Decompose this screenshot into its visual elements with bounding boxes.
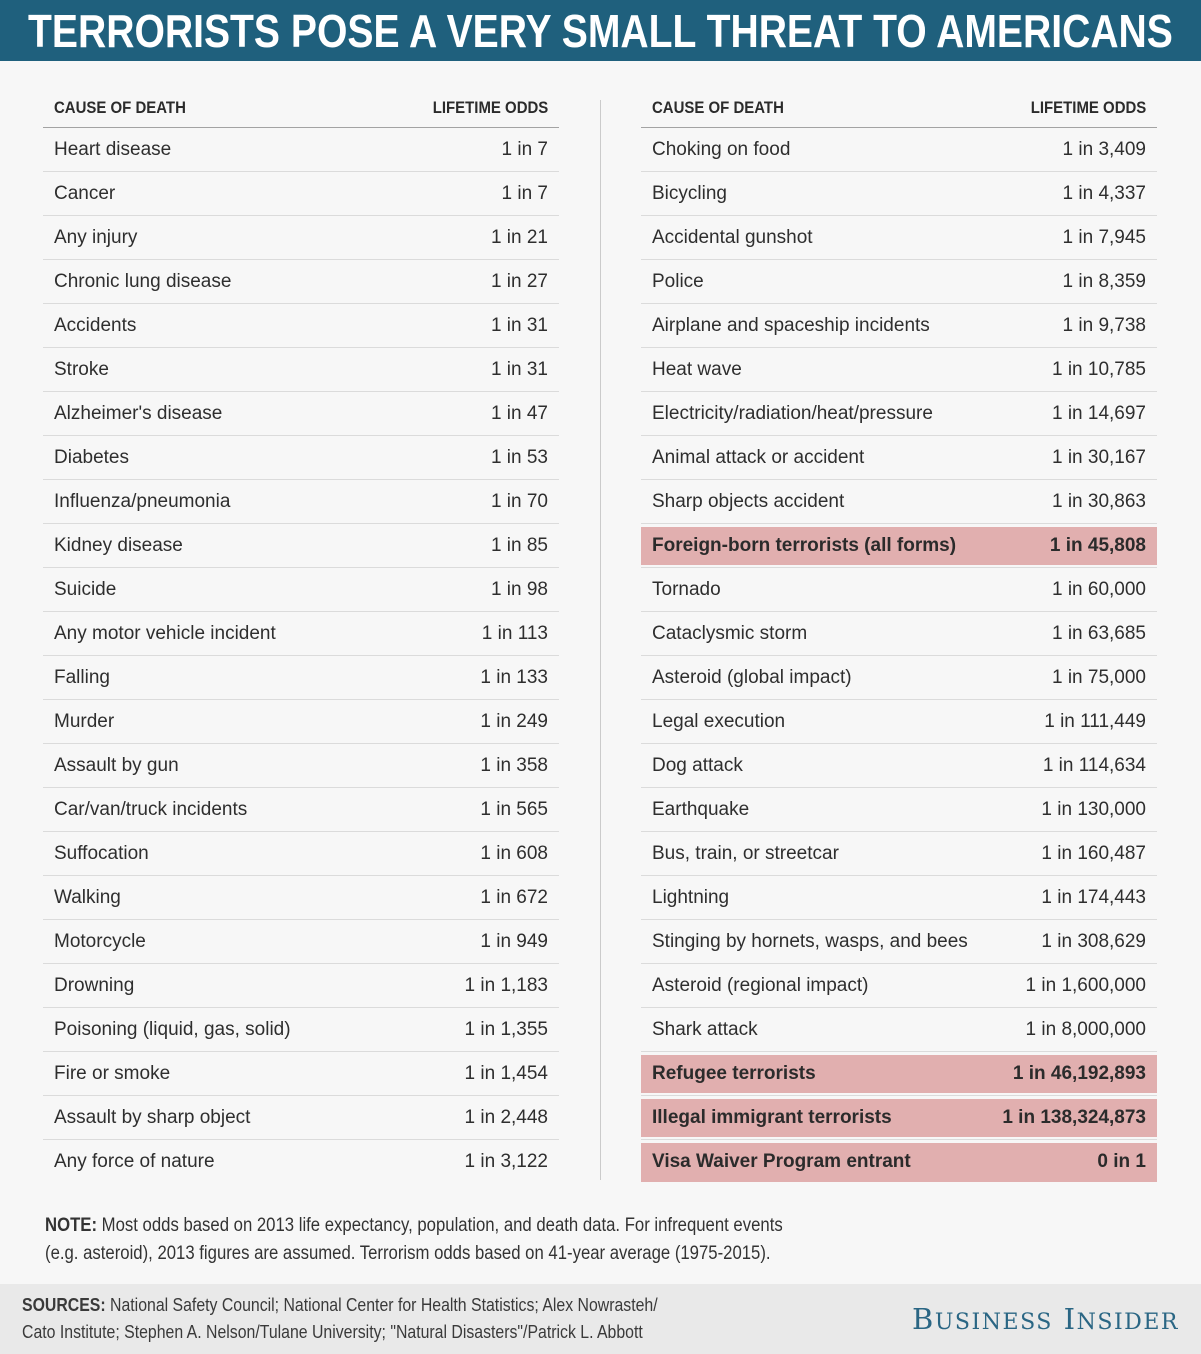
table-row (43, 172, 559, 216)
note-line-2: (e.g. asteroid), 2013 figures are assumed. Terrorism odds based on 41-year average (1975-2015). (45, 1243, 771, 1264)
cause-cell: Asteroid (regional impact) (652, 974, 869, 996)
cause-cell: Shark attack (652, 1018, 758, 1040)
odds-cell: 1 in 1,183 (464, 974, 548, 996)
odds-cell: 1 in 565 (480, 798, 548, 820)
table-row (43, 480, 559, 524)
cause-cell: Walking (54, 886, 121, 908)
table-row (43, 348, 559, 392)
table-gap (559, 61, 641, 1184)
cause-cell: Influenza/pneumonia (54, 490, 231, 512)
logo-word: BUSINESS (912, 1302, 1053, 1336)
table-row (43, 656, 559, 700)
cause-cell: Car/van/truck incidents (54, 798, 248, 820)
table-row (641, 964, 1157, 1008)
cause-cell: Diabetes (54, 446, 129, 468)
sources-label: SOURCES: (22, 1295, 106, 1315)
table-row (641, 744, 1157, 788)
table-row (43, 260, 559, 304)
cause-cell: Kidney disease (54, 534, 183, 556)
right-table-header (641, 61, 1157, 128)
table-row (43, 612, 559, 656)
odds-cell: 1 in 63,685 (1051, 622, 1146, 644)
cause-cell: Lightning (652, 886, 730, 908)
odds-cell: 1 in 130,000 (1041, 798, 1146, 820)
cause-cell: Cancer (54, 182, 116, 204)
table-row (641, 392, 1157, 436)
cause-cell: Murder (54, 710, 115, 732)
sources-text (22, 1292, 691, 1346)
odds-cell: 1 in 7 (501, 182, 548, 204)
cause-cell: Stroke (54, 358, 109, 380)
sources-line-1: National Safety Council; National Center for Health Statistics; Alex Nowrasteh/ (110, 1295, 658, 1315)
note-line-1: Most odds based on 2013 life expectancy, population, and death data. For infrequent events (101, 1215, 783, 1236)
cause-cell: Any injury (54, 226, 138, 248)
odds-cell: 1 in 45,808 (1049, 534, 1146, 556)
sources-line-2: Cato Institute; Stephen A. Nelson/Tulane University; "Natural Disasters"/Patrick L. Abbott (22, 1322, 643, 1342)
table-row (641, 700, 1157, 744)
table-row (43, 832, 559, 876)
cause-cell: Visa Waiver Program entrant (652, 1151, 911, 1172)
odds-cell: 1 in 30,167 (1051, 446, 1146, 468)
table-row (641, 568, 1157, 612)
logo-word: INSIDER (1063, 1302, 1179, 1336)
cause-cell: Heat wave (652, 358, 742, 380)
title-bar (0, 0, 1201, 61)
cause-cell: Bus, train, or streetcar (652, 842, 839, 864)
table-row (641, 436, 1157, 480)
tables-area (0, 61, 1201, 1184)
odds-cell: 1 in 9,738 (1062, 314, 1146, 336)
cause-cell: Suicide (54, 578, 117, 600)
odds-cell: 1 in 358 (480, 754, 548, 776)
cause-cell: Suffocation (54, 842, 149, 864)
odds-cell: 1 in 31 (490, 358, 548, 380)
cause-cell: Assault by gun (54, 754, 179, 776)
cause-cell: Accidental gunshot (652, 226, 813, 248)
table-row-highlighted (641, 524, 1157, 568)
odds-cell: 1 in 47 (490, 402, 548, 424)
odds-cell: 1 in 14,697 (1051, 402, 1146, 424)
table-row (43, 392, 559, 436)
cause-cell: Asteroid (global impact) (652, 666, 852, 688)
table-row (641, 1008, 1157, 1052)
cause-cell: Electricity/radiation/heat/pressure (652, 402, 933, 424)
table-row (43, 744, 559, 788)
table-row (43, 568, 559, 612)
table-row (641, 656, 1157, 700)
cause-cell: Legal execution (652, 710, 786, 732)
table-row (641, 480, 1157, 524)
odds-cell: 1 in 113 (481, 622, 548, 644)
table-row (43, 1096, 559, 1140)
odds-cell: 1 in 53 (490, 446, 548, 468)
cause-cell: Assault by sharp object (54, 1106, 251, 1128)
odds-cell: 1 in 1,355 (464, 1018, 548, 1040)
cause-cell: Chronic lung disease (54, 270, 232, 292)
odds-cell: 1 in 8,000,000 (1025, 1018, 1146, 1040)
odds-cell: 1 in 949 (480, 930, 548, 952)
table-row (641, 216, 1157, 260)
odds-cell: 1 in 138,324,873 (1002, 1106, 1146, 1128)
right-table-body (641, 128, 1157, 1184)
cause-cell: Motorcycle (54, 930, 146, 952)
page-title: TERRORISTS POSE A VERY SMALL THREAT TO AMERICANS (28, 4, 1173, 57)
right-table (641, 61, 1157, 1184)
cause-cell: Alzheimer's disease (54, 402, 223, 424)
cause-cell: Any motor vehicle incident (54, 622, 276, 644)
table-row (43, 964, 559, 1008)
odds-cell: 1 in 60,000 (1051, 578, 1146, 600)
odds-cell: 1 in 4,337 (1062, 182, 1146, 204)
odds-cell: 1 in 133 (480, 666, 548, 688)
cause-cell: Bicycling (652, 182, 727, 204)
odds-cell: 1 in 160,487 (1041, 842, 1146, 864)
table-row (641, 832, 1157, 876)
table-row (641, 260, 1157, 304)
table-row (641, 128, 1157, 172)
table-row (641, 788, 1157, 832)
odds-cell: 1 in 21 (490, 226, 548, 248)
table-row (43, 436, 559, 480)
cause-cell: Dog attack (652, 754, 743, 776)
table-row (43, 216, 559, 260)
table-row-highlighted (641, 1140, 1157, 1184)
odds-cell: 1 in 46,192,893 (1012, 1062, 1146, 1084)
cause-cell: Police (652, 270, 704, 292)
odds-cell: 1 in 85 (490, 534, 548, 556)
odds-cell: 1 in 27 (490, 270, 548, 292)
cause-cell: Tornado (652, 578, 721, 600)
table-row (641, 920, 1157, 964)
column-header-odds: LIFETIME ODDS (1030, 98, 1146, 117)
cause-cell: Stinging by hornets, wasps, and bees (652, 930, 968, 952)
cause-cell: Falling (54, 666, 110, 688)
business-insider-logo (912, 1302, 1179, 1336)
table-row (43, 128, 559, 172)
cause-cell: Drowning (54, 974, 135, 996)
cause-cell: Animal attack or accident (652, 446, 865, 468)
note-label: NOTE: (45, 1215, 98, 1236)
odds-cell: 0 in 1 (1097, 1151, 1146, 1172)
left-table-body (43, 128, 559, 1184)
cause-cell: Sharp objects accident (652, 490, 845, 512)
odds-cell: 1 in 8,359 (1062, 270, 1146, 292)
cause-cell: Any force of nature (54, 1151, 215, 1172)
table-row (43, 304, 559, 348)
odds-cell: 1 in 3,409 (1062, 138, 1146, 160)
cause-cell: Poisoning (liquid, gas, solid) (54, 1018, 291, 1040)
left-table-header (43, 61, 559, 128)
note-text (45, 1212, 890, 1268)
odds-cell: 1 in 114,634 (1042, 754, 1146, 776)
odds-cell: 1 in 2,448 (464, 1106, 548, 1128)
table-row (43, 524, 559, 568)
cause-cell: Refugee terrorists (652, 1062, 816, 1084)
odds-cell: 1 in 3,122 (464, 1151, 548, 1172)
table-row (43, 876, 559, 920)
column-header-cause: CAUSE OF DEATH (54, 98, 186, 117)
cause-cell: Cataclysmic storm (652, 622, 808, 644)
footer (0, 1284, 1201, 1354)
table-row (43, 700, 559, 744)
cause-cell: Illegal immigrant terrorists (652, 1106, 892, 1128)
cause-cell: Airplane and spaceship incidents (652, 314, 930, 336)
odds-cell: 1 in 7 (501, 138, 548, 160)
odds-cell: 1 in 98 (490, 578, 548, 600)
cause-cell: Earthquake (652, 798, 750, 820)
cause-cell: Foreign-born terrorists (all forms) (652, 534, 957, 556)
table-row (641, 612, 1157, 656)
odds-cell: 1 in 1,454 (464, 1062, 548, 1084)
table-row (641, 348, 1157, 392)
column-header-cause: CAUSE OF DEATH (652, 98, 784, 117)
table-row (43, 1140, 559, 1184)
table-row (43, 1008, 559, 1052)
cause-cell: Accidents (54, 314, 137, 336)
odds-cell: 1 in 75,000 (1051, 666, 1146, 688)
table-row (641, 172, 1157, 216)
odds-cell: 1 in 308,629 (1041, 930, 1146, 952)
table-row (43, 920, 559, 964)
cause-cell: Heart disease (54, 138, 172, 160)
table-row (43, 788, 559, 832)
table-row-highlighted (641, 1052, 1157, 1096)
odds-cell: 1 in 608 (480, 842, 548, 864)
odds-cell: 1 in 174,443 (1041, 886, 1146, 908)
cause-cell: Choking on food (652, 138, 791, 160)
table-row (641, 304, 1157, 348)
odds-cell: 1 in 672 (480, 886, 548, 908)
left-table (43, 61, 559, 1184)
odds-cell: 1 in 1,600,000 (1025, 974, 1146, 996)
column-header-odds: LIFETIME ODDS (432, 98, 548, 117)
cause-cell: Fire or smoke (54, 1062, 171, 1084)
table-row (43, 1052, 559, 1096)
odds-cell: 1 in 70 (490, 490, 548, 512)
vertical-divider (600, 100, 601, 1180)
table-row (641, 876, 1157, 920)
table-row-highlighted (641, 1096, 1157, 1140)
odds-cell: 1 in 7,945 (1062, 226, 1146, 248)
odds-cell: 1 in 31 (490, 314, 548, 336)
odds-cell: 1 in 10,785 (1051, 358, 1146, 380)
odds-cell: 1 in 111,449 (1044, 710, 1146, 732)
odds-cell: 1 in 249 (480, 710, 548, 732)
odds-cell: 1 in 30,863 (1051, 490, 1146, 512)
